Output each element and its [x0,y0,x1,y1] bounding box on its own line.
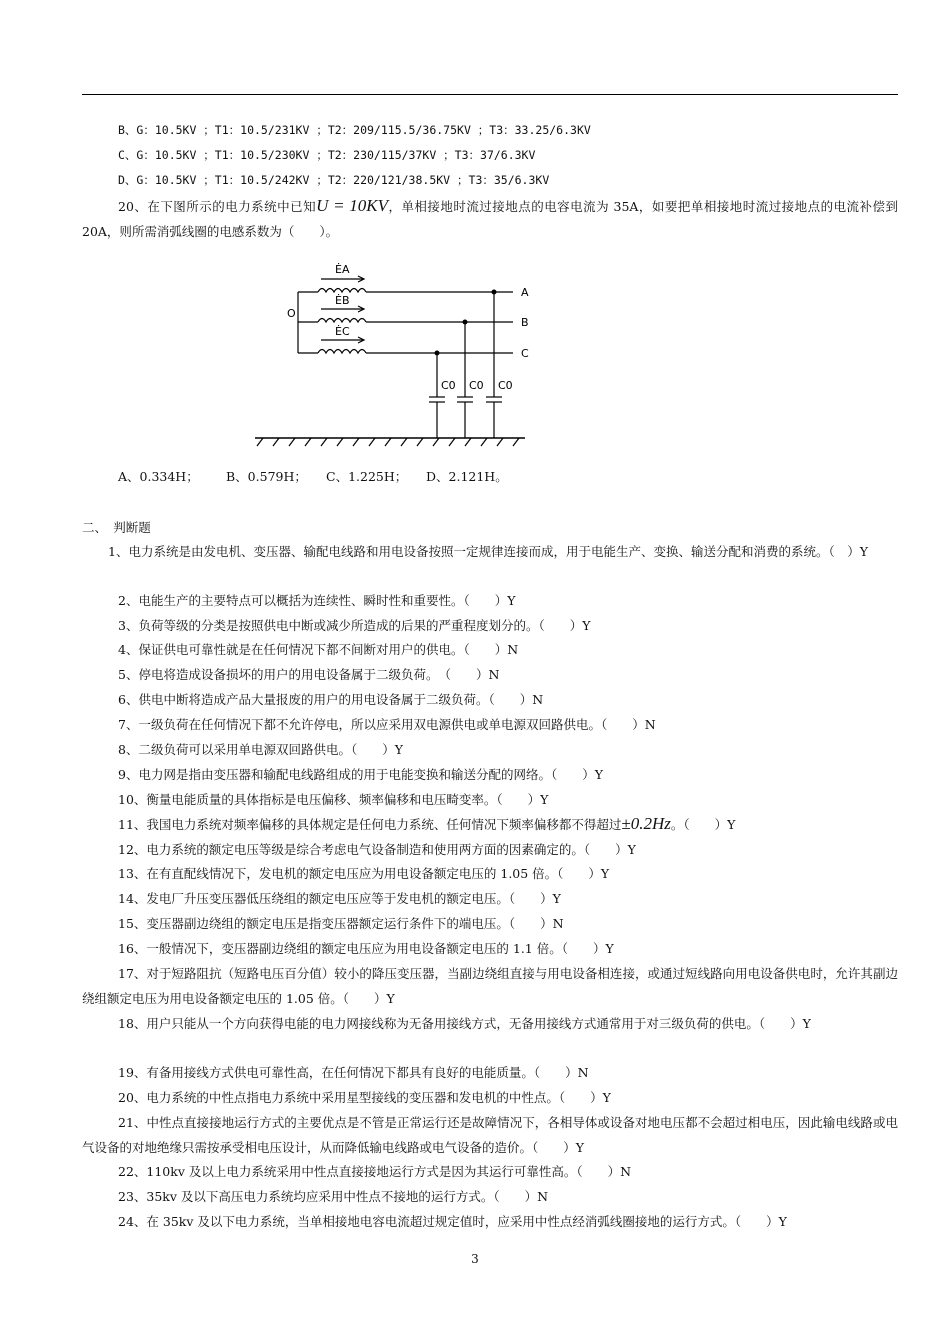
judge-item: 17、对于短路阻抗（短路电压百分值）较小的降压变压器，当副边绕组直接与用电设备相连接，或通过短线路向用电设备供电时，允许其副边绕组额定电压为用电设备额定电压的 1.05 倍。（ ）Y [82,966,898,1006]
judge-item: 19、有备用接线方式供电可靠性高，在任何情况下都具有良好的电能质量。（ ）N [118,1065,589,1080]
judge-item: 12、电力系统的额定电压等级是综合考虑电气设备制造和使用两方面的因素确定的。（ ）Y [118,842,636,857]
judge-item: 3、负荷等级的分类是按照供电中断或减少所造成的后果的严重程度划分的。（ ）Y [118,618,591,633]
judge-item: 20、电力系统的中性点指电力系统中采用星型接线的变压器和发电机的中性点。（ ）Y [118,1090,611,1105]
option-c: C、G：10.5KV ；T1：10.5/230KV ；T2：230/115/37KV ；T3：37/6.3KV [118,148,536,162]
judge-item: 13、在有直配线情况下，发电机的额定电压应为用电设备额定电压的 1.05 倍。（ ）Y [118,866,610,881]
judge-item: 14、发电厂升压变压器低压绕组的额定电压应等于发电机的额定电压。（ ）Y [118,891,561,906]
judge-item: 2、电能生产的主要特点可以概括为连续性、瞬时性和重要性。（ ）Y [118,593,516,608]
formula-frequency: ±0.2Hz [621,814,671,833]
source-b-label: ĖB [335,294,350,307]
neutral-label: O [287,307,296,320]
judge-item: 7、一级负荷在任何情况下都不允许停电，所以应采用双电源供电或单电源双回路供电。（ ）N [118,717,656,732]
judge-item: 16、一般情况下，变压器副边绕组的额定电压应为用电设备额定电压的 1.1 倍。（ ）Y [118,941,614,956]
q20-option-c: C、1.225H； [326,469,408,484]
option-d: D、G：10.5KV ；T1：10.5/242KV ；T2：220/121/38.5KV ；T3：35/6.3KV [118,173,550,187]
cap-a-label: C0 [498,379,513,392]
cap-b-label: C0 [469,379,484,392]
q20-option-b: B、0.579H； [226,469,307,484]
section-title: 二、 判断题 [82,520,151,535]
phase-b-label: B [521,316,529,329]
judge-item: 10、衡量电能质量的具体指标是电压偏移、频率偏移和电压畸变率。（ ）Y [118,792,549,807]
question-20: 20、在下图所示的电力系统中已知U = 10KV，单相接地时流过接地点的电容电流为 35A，如要把单相接地时流过接地点的电流补偿到 20A，则所需消弧线圈的电感系数为（ ）。 [82,196,898,239]
judge-item: 9、电力网是指由变压器和输配电线路组成的用于电能变换和输送分配的网络。（ ）Y [118,767,603,782]
source-a-label: ĖA [335,263,350,276]
judge-item: 21、中性点直接接地运行方式的主要优点是不管是正常运行还是故障情况下，各相导体或设备对地电压都不会超过相电压，因此输电线路或电气设备的对地绝缘只需按承受相电压设计，从而降低输电线路或电气设备的造价。（ ）Y [82,1115,898,1155]
judge-item: 8、二级负荷可以采用单电源双回路供电。（ ）Y [118,742,403,757]
cap-c-label: C0 [441,379,456,392]
source-c-label: ĖC [335,325,350,338]
judge-item: 22、110kv 及以上电力系统采用中性点直接接地运行方式是因为其运行可靠性高。（ ）N [118,1164,632,1179]
judge-item-11: 11、我国电力系统对频率偏移的具体规定是任何电力系统、任何情况下频率偏移都不得超过±0.2Hz。（ ）Y [118,814,736,833]
circuit-diagram [255,255,545,450]
judge-item: 15、变压器副边绕组的额定电压是指变压器额定运行条件下的端电压。（ ）N [118,916,564,931]
judge-item: 24、在 35kv 及以下电力系统，当单相接地电容电流超过规定值时，应采用中性点经消弧线圈接地的运行方式。（ ）Y [118,1214,787,1229]
phase-c-label: C [521,347,529,360]
q20-option-a: A、0.334H； [118,469,199,484]
formula-voltage: U = 10KV [316,196,388,215]
judge-item: 23、35kv 及以下高压电力系统均应采用中性点不接地的运行方式。（ ）N [118,1189,549,1204]
judge-item: 6、供电中断将造成产品大量报废的用户的用电设备属于二级负荷。（ ）N [118,692,544,707]
page-number: 3 [471,1252,479,1266]
option-b: B、G：10.5KV ；T1：10.5/231KV ；T2：209/115.5/36.75KV ；T3：33.25/6.3KV [118,123,591,137]
judge-item: 4、保证供电可靠性就是在任何情况下都不间断对用户的供电。（ ）N [118,642,519,657]
judge-item: 5、停电将造成设备损坏的用户的用电设备属于二级负荷。 （ ）N [118,667,500,682]
phase-a-label: A [521,286,529,299]
judge-item: 1、电力系统是由发电机、变压器、输配电线路和用电设备按照一定规律连接而成，用于电能生产、变换、输送分配和消费的系统。（ ）Y [108,544,868,559]
header-rule [82,94,898,95]
q20-option-d: D、2.121H。 [426,469,508,484]
judge-item: 18、用户只能从一个方向获得电能的电力网接线称为无备用接线方式，无备用接线方式通常用于对三级负荷的供电。（ ）Y [118,1016,811,1031]
